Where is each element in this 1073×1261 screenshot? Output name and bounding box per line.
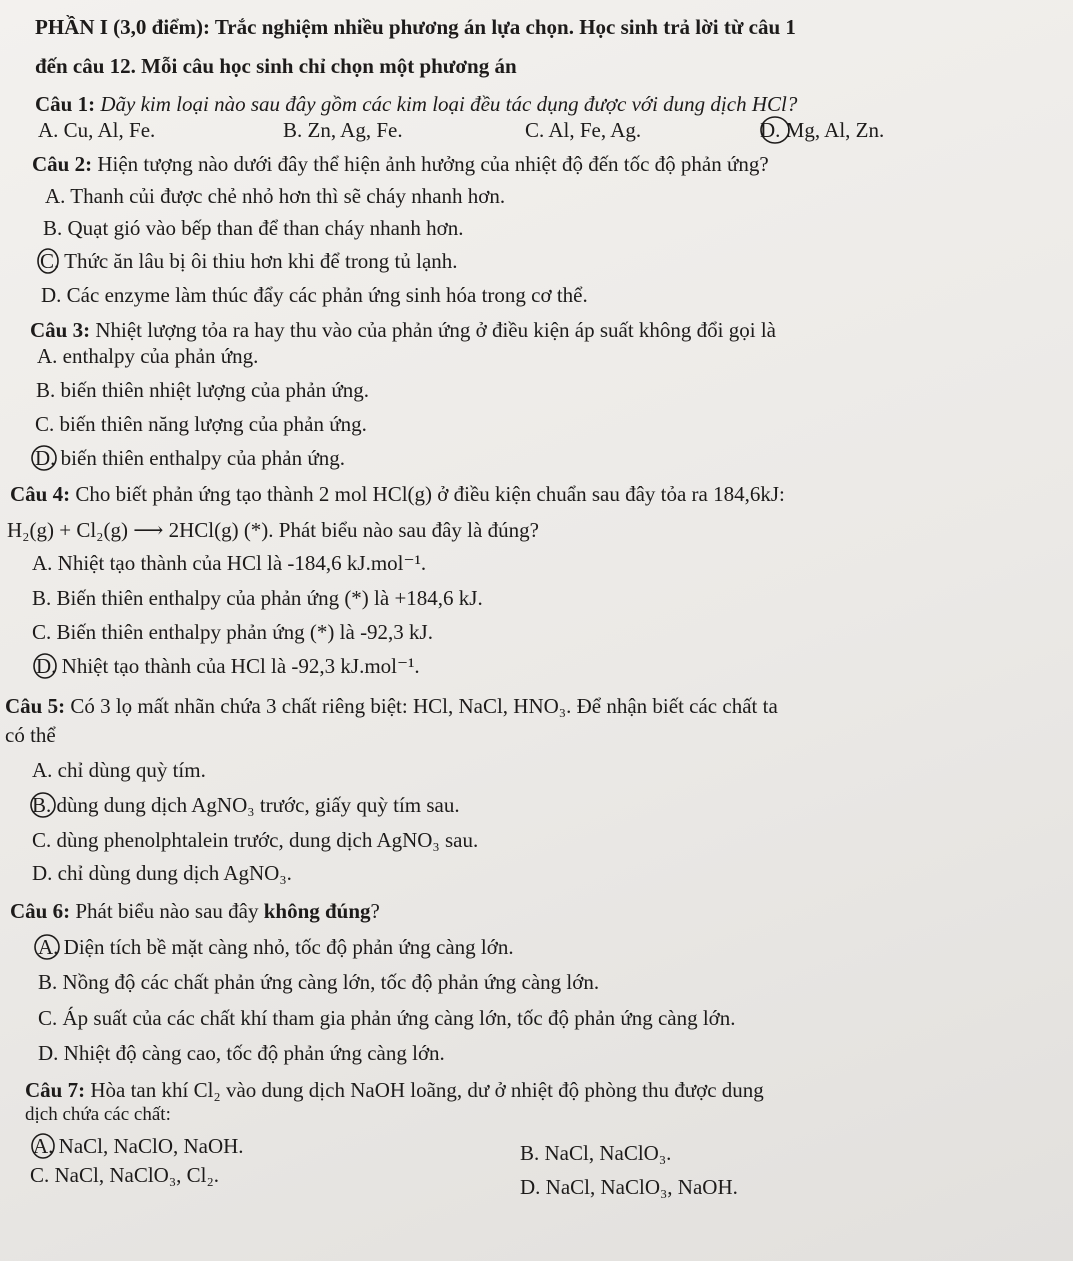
question-text: Dãy kim loại nào sau đây gồm các kim loại đều tác dụng được với dung dịch HCl?	[95, 92, 798, 116]
question-5	[5, 693, 778, 719]
question-text-2: dịch chứa các chất:	[25, 1104, 171, 1125]
option-d[interactable]: D. Nhiệt độ càng cao, tốc độ phản ứng càng lớn.	[38, 1041, 445, 1065]
question-label: Câu 3:	[30, 318, 91, 342]
option-a[interactable]: A. Thanh củi được chẻ nhỏ hơn thì sẽ cháy nhanh hơn.	[45, 184, 506, 208]
question-3	[30, 317, 776, 343]
option-c[interactable]: C. NaCl, NaClO₃, Cl₂.	[30, 1163, 220, 1187]
option-a[interactable]: A. Cu, Al, Fe.	[38, 118, 156, 142]
option-d[interactable]: D. Mg, Al, Zn.	[760, 118, 885, 142]
question-emphasis: không đúng	[263, 899, 371, 923]
option-d[interactable]: D. Các enzyme làm thúc đẩy các phản ứng sinh hóa trong cơ thể.	[41, 283, 588, 307]
question-text: Nhiệt lượng tỏa ra hay thu vào của phản ứng ở điều kiện áp suất không đổi gọi là	[90, 318, 776, 342]
option-a[interactable]: A. Diện tích bề mặt càng nhỏ, tốc độ phản ứng càng lớn.	[38, 935, 514, 959]
option-c[interactable]: C. Thức ăn lâu bị ôi thiu hơn khi để trong tủ lạnh.	[40, 249, 458, 273]
option-a[interactable]: A. Nhiệt tạo thành của HCl là -184,6 kJ.mol⁻¹.	[32, 551, 427, 575]
part-heading	[35, 14, 796, 40]
question-text: Có 3 lọ mất nhãn chứa 3 chất riêng biệt: HCl, NaCl, HNO₃. Để nhận biết các chất ta	[65, 694, 778, 718]
option-c[interactable]: C. Áp suất của các chất khí tham gia phản ứng càng lớn, tốc độ phản ứng càng lớn.	[38, 1006, 736, 1030]
question-text: Hòa tan khí Cl₂ vào dung dịch NaOH loãng, dư ở nhiệt độ phòng thu được dung	[85, 1078, 764, 1102]
question-label: Câu 6:	[10, 899, 71, 923]
question-label: Câu 1:	[35, 92, 96, 116]
question-label: Câu 5:	[5, 694, 66, 718]
option-a[interactable]: A. chỉ dùng quỳ tím.	[32, 758, 206, 782]
question-text: Cho biết phản ứng tạo thành 2 mol HCl(g) ở điều kiện chuẩn sau đây tỏa ra 184,6kJ:	[70, 482, 785, 506]
question-label: Câu 7:	[25, 1078, 86, 1102]
option-a[interactable]: A. NaCl, NaClO, NaOH.	[33, 1134, 244, 1158]
part-title: PHẦN I (3,0 điểm):	[35, 15, 210, 39]
option-b[interactable]: B. dùng dung dịch AgNO₃ trước, giấy quỳ tím sau.	[32, 793, 460, 817]
option-c[interactable]: C. dùng phenolphtalein trước, dung dịch AgNO₃ sau.	[32, 828, 479, 852]
option-d[interactable]: D. Nhiệt tạo thành của HCl là -92,3 kJ.mol⁻¹.	[36, 654, 420, 678]
part-text-2: đến câu 12. Mỗi câu học sinh chỉ chọn một phương án	[35, 54, 517, 78]
question-text: Hiện tượng nào dưới đây thể hiện ảnh hưởng của nhiệt độ đến tốc độ phản ứng?	[92, 152, 769, 176]
option-c[interactable]: C. Biến thiên enthalpy phản ứng (*) là -92,3 kJ.	[32, 620, 433, 644]
option-d[interactable]: D. chỉ dùng dung dịch AgNO₃.	[32, 861, 292, 885]
option-b[interactable]: B. NaCl, NaClO₃.	[520, 1141, 672, 1165]
part-text-1: Trắc nghiệm nhiều phương án lựa chọn. Học sinh trả lời từ câu 1	[209, 15, 796, 39]
option-d[interactable]: D. biến thiên enthalpy của phản ứng.	[35, 446, 345, 470]
option-c[interactable]: C. Al, Fe, Ag.	[525, 118, 642, 142]
question-2	[32, 151, 769, 177]
option-c[interactable]: C. biến thiên năng lượng của phản ứng.	[35, 412, 367, 436]
option-b[interactable]: B. biến thiên nhiệt lượng của phản ứng.	[36, 378, 370, 402]
question-label: Câu 2:	[32, 152, 93, 176]
option-b[interactable]: B. Quạt gió vào bếp than để than cháy nhanh hơn.	[43, 216, 464, 240]
question-7	[25, 1077, 764, 1103]
question-text-end: ?	[370, 899, 380, 923]
question-1	[35, 91, 797, 117]
question-equation: H₂(g) + Cl₂(g) ⟶ 2HCl(g) (*). Phát biểu nào sau đây là đúng?	[7, 518, 539, 542]
question-4	[10, 481, 785, 507]
option-a[interactable]: A. enthalpy của phản ứng.	[37, 344, 259, 368]
question-6	[10, 898, 380, 924]
option-b[interactable]: B. Zn, Ag, Fe.	[283, 118, 403, 142]
option-b[interactable]: B. Nồng độ các chất phản ứng càng lớn, tốc độ phản ứng càng lớn.	[38, 970, 600, 994]
option-b[interactable]: B. Biến thiên enthalpy của phản ứng (*) là +184,6 kJ.	[32, 586, 483, 610]
question-text: Phát biểu nào sau đây	[70, 899, 264, 923]
question-label: Câu 4:	[10, 482, 71, 506]
option-d[interactable]: D. NaCl, NaClO₃, NaOH.	[520, 1175, 738, 1199]
question-text-2: có thể	[5, 723, 56, 747]
